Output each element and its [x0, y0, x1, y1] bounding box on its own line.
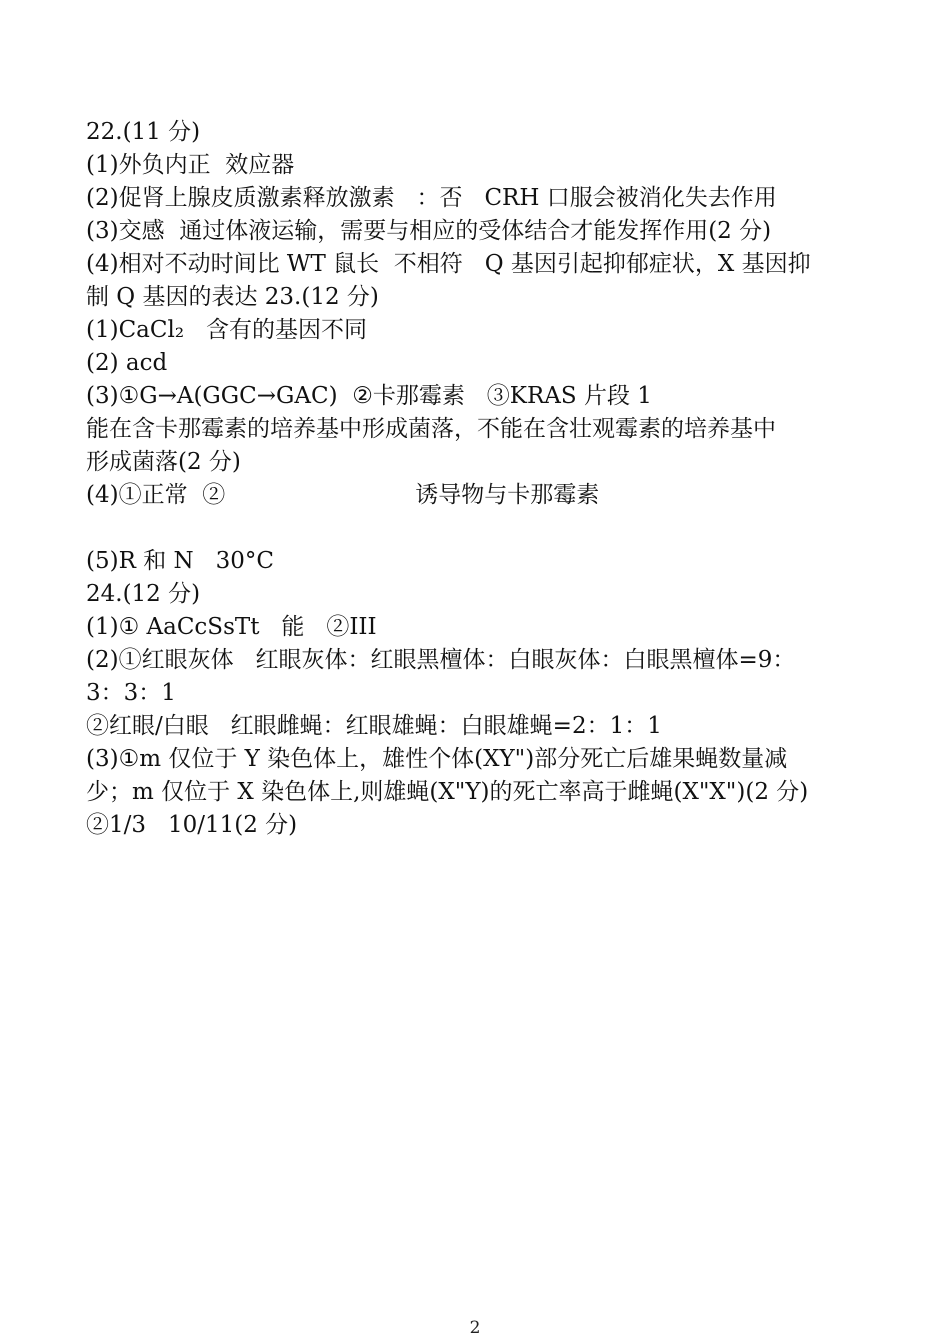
text-line: (5)R 和 N 30°C: [86, 548, 274, 574]
text-line: 制 Q 基因的表达 23.(12 分): [86, 284, 379, 310]
text-line: 22.(11 分): [86, 119, 201, 145]
text-line: (3)①G→A(GGC→GAC) ②卡那霉素 ③KRAS 片段 1: [86, 383, 652, 409]
text-line: (1)① AaCcSsTt 能 ②III: [86, 614, 377, 640]
text-line: (1)外负内正 效应器: [86, 152, 295, 178]
page-number: 2: [469, 1318, 481, 1338]
blank-line: [86, 512, 876, 545]
text-line: 少；m 仅位于 X 染色体上,则雄蝇(X"Y)的死亡率高于雌蝇(X"X")(2 分): [86, 779, 809, 805]
text-line: (2)①红眼灰体 红眼灰体：红眼黑檀体：白眼灰体：白眼黑檀体=9：: [86, 647, 796, 673]
text-line: 24.(12 分): [86, 581, 201, 607]
answer-text-block: [86, 116, 876, 842]
text-line: (1)CaCl₂ 含有的基因不同: [86, 317, 367, 343]
text-line: (4)①正常 ② 诱导物与卡那霉素: [86, 482, 600, 508]
text-line: 形成菌落(2 分): [86, 449, 241, 475]
text-line: 3：3：1: [86, 680, 176, 706]
text-line: (2)促肾上腺皮质激素释放激素 ：否 CRH 口服会被消化失去作用: [86, 185, 777, 211]
text-line: 能在含卡那霉素的培养基中形成菌落，不能在含壮观霉素的培养基中: [86, 416, 776, 442]
text-line: (3)交感 通过体液运输，需要与相应的受体结合才能发挥作用(2 分): [86, 218, 772, 244]
text-line: (3)①m 仅位于 Y 染色体上，雄性个体(XY")部分死亡后雄果蝇数量减: [86, 746, 788, 772]
text-line: (2) acd: [86, 350, 168, 376]
text-line: ②1/3 10/11(2 分): [86, 812, 298, 838]
text-line: (4)相对不动时间比 WT 鼠长 不相符 Q 基因引起抑郁症状，X 基因抑: [86, 251, 811, 277]
text-line: ②红眼/白眼 红眼雌蝇：红眼雄蝇：白眼雄蝇=2：1：1: [86, 713, 662, 739]
